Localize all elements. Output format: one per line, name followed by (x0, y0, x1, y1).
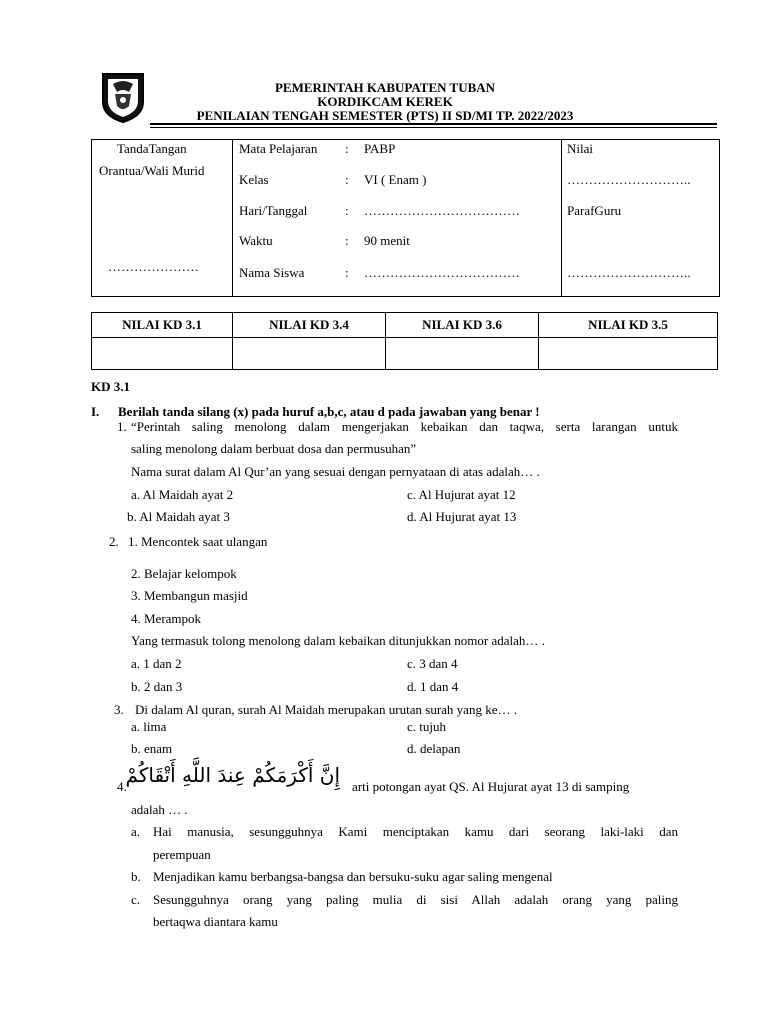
date-label: Hari/Tanggal (239, 203, 308, 218)
instruction-number: I. (91, 404, 100, 419)
option-c: c. tujuh (407, 719, 446, 734)
option-a: a. 1 dan 2 (131, 656, 182, 671)
list-item: 3. Membangun masjid (131, 588, 248, 603)
question-number: 4. (117, 779, 127, 794)
subject-label: Mata Pelajaran (239, 141, 318, 156)
score-label: Nilai (567, 141, 593, 156)
option-b: b. enam (131, 741, 173, 756)
signature-label-2: Orantua/Wali Murid (99, 163, 205, 178)
colon: : (345, 172, 349, 187)
header-divider (150, 123, 717, 125)
kd-score-cell (92, 338, 233, 370)
option-a-label: a. (131, 824, 141, 839)
header-line-2: KORDIKCAM KEREK (317, 94, 453, 109)
kd-header: NILAI KD 3.6 (386, 313, 539, 338)
option-a: a. lima (131, 719, 167, 734)
colon: : (345, 233, 349, 248)
section-title: KD 3.1 (91, 379, 130, 394)
option-b: Menjadikan kamu berbangsa-bangsa dan bersuku-suku agar saling mengenal (153, 869, 553, 884)
list-item: 2. Belajar kelompok (131, 566, 237, 581)
question-text: Yang termasuk tolong menolong dalam kebaikan ditunjukkan nomor adalah… . (131, 633, 545, 648)
option-a: a. Al Maidah ayat 2 (131, 487, 234, 502)
colon: : (345, 265, 349, 280)
colon: : (345, 141, 349, 156)
header-divider-thin (150, 127, 717, 128)
kd-score-cell (233, 338, 386, 370)
option-d: d. Al Hujurat ayat 13 (407, 509, 517, 524)
question-text: “Perintah saling menolong dalam mengerjakan kebaikan dan taqwa, serta larangan untuk (131, 419, 678, 434)
question-number: 1. (117, 419, 127, 434)
teacher-initial-label: ParafGuru (567, 203, 622, 218)
question-text: adalah … . (131, 802, 188, 817)
option-b: b. 2 dan 3 (131, 679, 183, 694)
option-b-label: b. (131, 869, 141, 884)
header-line-3: PENILAIAN TENGAH SEMESTER (PTS) II SD/MI TP. 2022/2023 (196, 108, 574, 123)
score-dots: ……………………….. (567, 172, 691, 187)
kd-header: NILAI KD 3.1 (92, 313, 233, 338)
question-text: Di dalam Al quran, surah Al Maidah merupakan urutan surah yang ke… . (135, 702, 517, 717)
instruction-text: Berilah tanda silang (x) pada huruf a,b,c, atau d pada jawaban yang benar ! (118, 404, 540, 419)
option-c-continued: bertaqwa diantara kamu (153, 914, 278, 929)
regency-logo (99, 72, 147, 124)
signature-label-1: TandaTangan (117, 141, 187, 156)
option-c: Sesungguhnya orang yang paling mulia di sisi Allah adalah orang yang paling (153, 892, 678, 907)
option-b: b. Al Maidah ayat 3 (127, 509, 230, 524)
date-value: ……………………………… (364, 203, 520, 218)
signature-dots: ………………… (108, 259, 199, 274)
list-item: 1. Mencontek saat ulangan (128, 534, 268, 549)
class-value: VI ( Enam ) (364, 172, 427, 187)
header-line-1: PEMERINTAH KABUPATEN TUBAN (274, 80, 496, 95)
option-d: d. 1 dan 4 (407, 679, 459, 694)
kd-header: NILAI KD 3.4 (233, 313, 386, 338)
kd-score-cell (539, 338, 718, 370)
list-item: 4. Merampok (131, 611, 202, 626)
option-c-label: c. (131, 892, 141, 907)
teacher-initial-dots: ……………………….. (567, 265, 691, 280)
time-label: Waktu (239, 233, 273, 248)
option-d: d. delapan (407, 741, 461, 756)
question-text: arti potongan ayat QS. Al Hujurat ayat 13 di samping (352, 779, 630, 794)
kd-header: NILAI KD 3.5 (539, 313, 718, 338)
question-number: 2. (109, 534, 119, 549)
option-a-continued: perempuan (153, 847, 211, 862)
kd-score-table (91, 312, 718, 370)
student-name-value: ……………………………… (364, 265, 520, 280)
question-number: 3. (114, 702, 124, 717)
question-text: saling menolong dalam berbuat dosa dan permusuhan” (131, 441, 417, 456)
arabic-verse: إِنَّ أَكْرَمَكُمْ عِندَ اللَّهِ أَتْقَاكُمْ (125, 763, 340, 787)
colon: : (345, 203, 349, 218)
class-label: Kelas (239, 172, 269, 187)
option-a: Hai manusia, sesungguhnya Kami menciptakan kamu dari seorang laki-laki dan (153, 824, 678, 839)
option-c: c. Al Hujurat ayat 12 (407, 487, 516, 502)
option-c: c. 3 dan 4 (407, 656, 458, 671)
subject-value: PABP (364, 141, 396, 156)
student-name-label: Nama Siswa (239, 265, 305, 280)
kd-score-cell (386, 338, 539, 370)
question-text: Nama surat dalam Al Qur’an yang sesuai dengan pernyataan di atas adalah… . (131, 464, 540, 479)
time-value: 90 menit (364, 233, 410, 248)
